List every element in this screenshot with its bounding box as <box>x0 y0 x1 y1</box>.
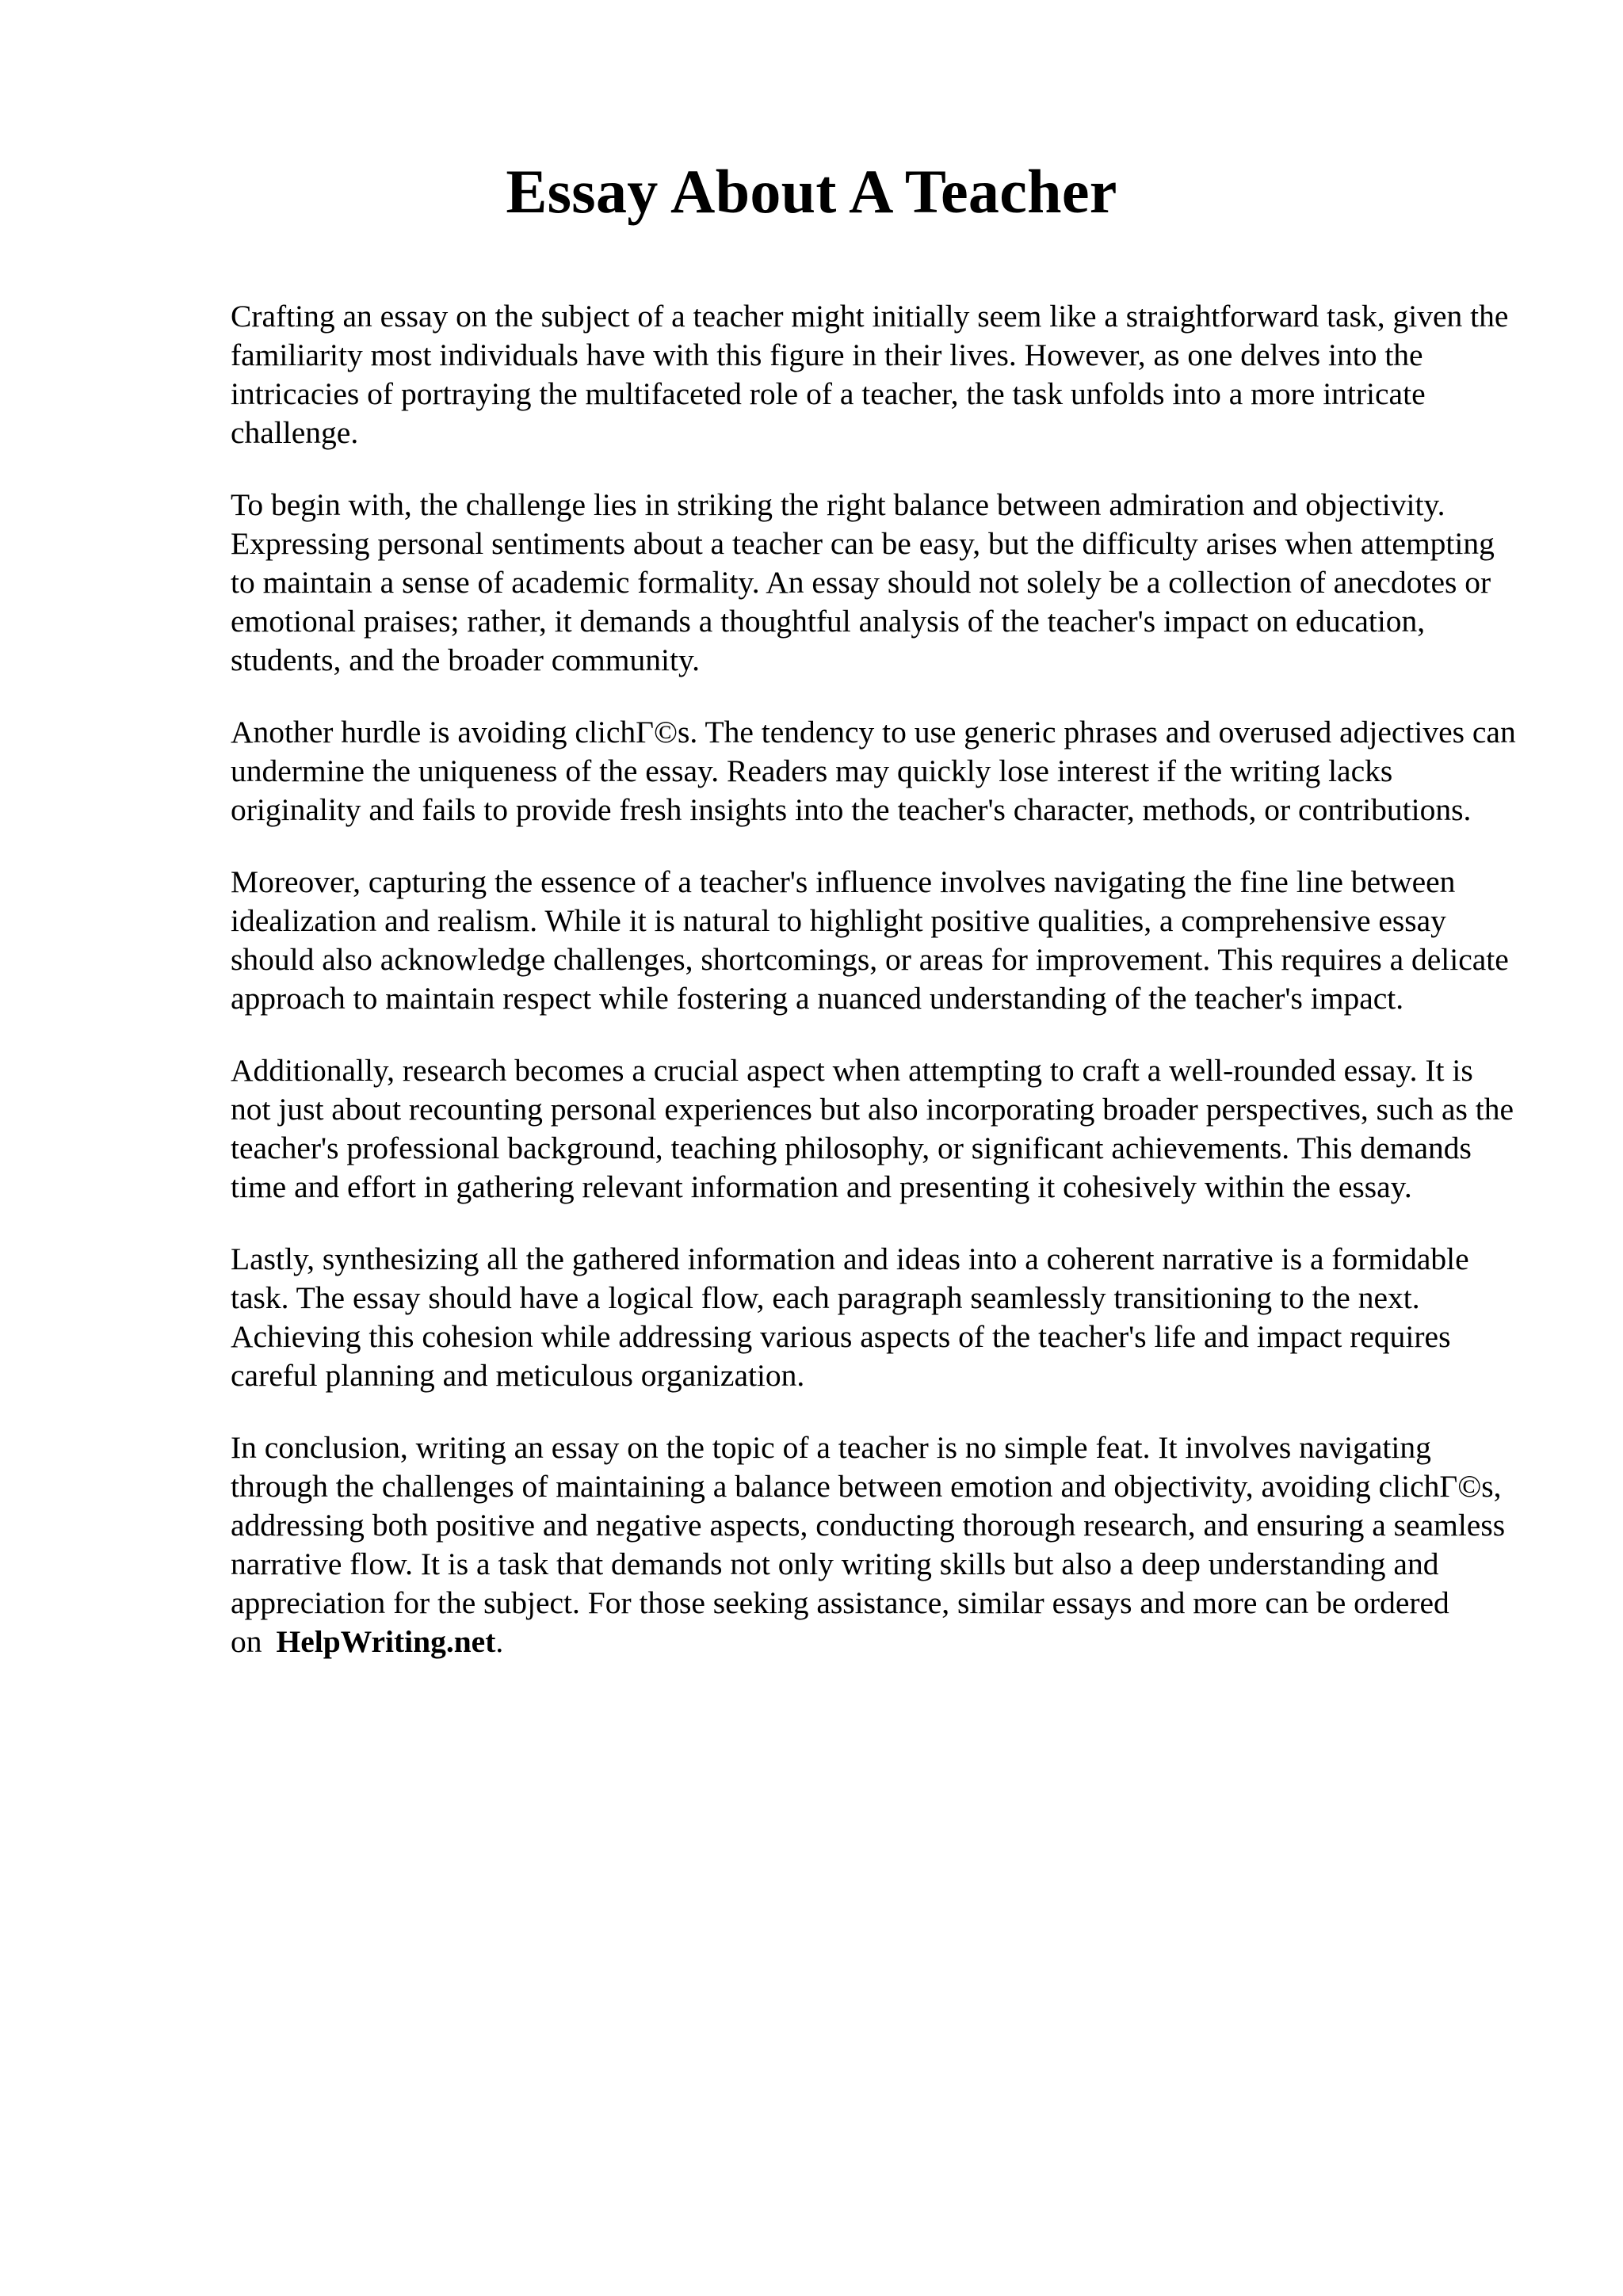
helpwriting-link[interactable]: HelpWriting.net <box>276 1624 496 1659</box>
paragraph-cliches: Another hurdle is avoiding clichГ©s. The tendency to use generic phrases and overused adjectives can undermine the uniqueness of the essay. Readers may quickly lose interest if the writing lacks originality and fails to provide fresh insights into the teacher's character, methods, or contributions. <box>231 715 1516 827</box>
conclusion-end-punct: . <box>495 1624 504 1659</box>
conclusion-text: In conclusion, writing an essay on the topic of a teacher is no simple feat. It involves navigating through the challenges of maintaining a balance between emotion and objectivity, avoiding clichГ©s, addressing both positive and negative aspects, conducting thorough research, and ensuring a seamless narrative flow. It is a task that demands not only writing skills but also a deep understanding and appreciation for the subject. For those seeking assistance, similar essays and more can be ordered on <box>231 1430 1506 1659</box>
paragraph-balance: To begin with, the challenge lies in striking the right balance between admiration and objectivity. Expressing personal sentiments about a teacher can be easy, but the difficulty arises when attempting to maintain a sense of academic formality. An essay should not solely be a collection of anecdotes or emotional praises; rather, it demands a thoughtful analysis of the teacher's impact on education, students, and the broader community. <box>231 487 1495 677</box>
page-title: Essay About A Teacher <box>506 157 1117 226</box>
paragraph-synthesis: Lastly, synthesizing all the gathered information and ideas into a coherent narrative is a formidable task. The essay should have a logical flow, each paragraph seamlessly transitioning to the next. Achieving this cohesion while addressing various aspects of the teacher's life and impact requires careful planning and meticulous organization. <box>231 1241 1469 1393</box>
paragraph-research: Additionally, research becomes a crucial aspect when attempting to craft a well-rounded essay. It is not just about recounting personal experiences but also incorporating broader perspectives, such as the teacher's professional background, teaching philosophy, or significant achievements. This demands time and effort in gathering relevant information and presenting it cohesively within the essay. <box>231 1053 1514 1204</box>
paragraph-realism: Moreover, capturing the essence of a teacher's influence involves navigating the fine line between idealization and realism. While it is natural to highlight positive qualities, a comprehensive essay should also acknowledge challenges, shortcomings, or areas for improvement. This requires a delicate approach to maintain respect while fostering a nuanced understanding of the teacher's impact. <box>231 864 1509 1016</box>
paragraph-conclusion <box>231 1428 1518 1661</box>
essay-body <box>231 297 1518 1695</box>
paragraph-intro: Crafting an essay on the subject of a teacher might initially seem like a straightforward task, given the familiarity most individuals have with this figure in their lives. However, as one delves into the intricacies of portraying the multifaceted role of a teacher, the task unfolds into a more intricate challenge. <box>231 299 1509 450</box>
